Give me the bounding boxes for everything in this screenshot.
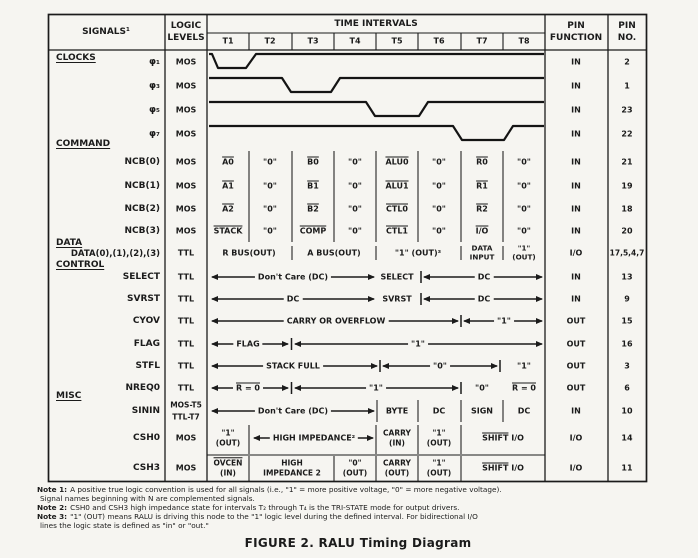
signal-name-csh3: CSH3 [132, 463, 160, 473]
cell-line: "1" [432, 458, 446, 468]
col-header-signals: SIGNALS¹ [82, 27, 130, 37]
cell-line: CARRY [383, 428, 411, 438]
note-line-2 [37, 495, 255, 503]
signal-name-ncb1: NCB(1) [124, 181, 160, 191]
cell-line: (OUT) [342, 468, 368, 477]
group-label-data: DATA [56, 238, 83, 248]
logic-level: TTL [177, 272, 195, 282]
logic-level-line2: TTL-T7 [172, 412, 200, 422]
signal-name-phi7: φ₇ [149, 129, 160, 139]
pin-function: I/O [569, 463, 583, 473]
cell-line: "1" [517, 243, 531, 253]
interval-cell-csh0-shift-io [482, 434, 524, 443]
col-header-t1: T1 [222, 36, 234, 46]
logic-level: MOS [175, 433, 197, 443]
pin-no: 6 [624, 383, 630, 393]
col-header-pin-function-line1: PIN [567, 21, 585, 31]
arrow-label: "0" [430, 362, 450, 371]
cell-text: I/O [508, 463, 524, 473]
logic-level: TTL [177, 316, 195, 326]
logic-level: MOS [175, 463, 197, 473]
pin-no: 14 [621, 433, 633, 443]
interval-cell-data-input [470, 244, 495, 263]
logic-level-line1: MOS-T5 [170, 400, 202, 410]
interval-cell: "0" [432, 204, 446, 214]
cell-line: HIGH [281, 458, 303, 468]
interval-cell: CTL0 [386, 204, 408, 214]
col-header-pin-no-line1: PIN [618, 21, 636, 31]
interval-cell: R2 [476, 204, 488, 214]
signal-name-data-bus: DATA(0),(1),(2),(3) [70, 249, 160, 259]
pin-function: IN [571, 181, 581, 191]
arrow-label-high-impedance: HIGH IMPEDANCE² [270, 434, 358, 443]
interval-cell: B0 [307, 157, 319, 167]
pin-no: 15 [621, 316, 633, 326]
note-text: lines the logic state is defined as "in" or "out." [40, 520, 209, 530]
pin-function: IN [571, 272, 581, 282]
pin-function: I/O [569, 433, 583, 443]
interval-cell: STACK [213, 226, 243, 236]
cell-line: (IN) [220, 468, 236, 477]
cell-line: (OUT) [215, 438, 241, 447]
waveform-phi7 [209, 126, 544, 140]
pin-no: 11 [621, 463, 633, 473]
note-line-4 [37, 513, 478, 521]
logic-level: MOS [175, 57, 197, 67]
arrow-label: Don't Care (DC) [255, 273, 331, 282]
logic-level: TTL [177, 339, 195, 349]
pin-function: IN [571, 204, 581, 214]
signal-name-cyov: CYOV [132, 316, 160, 326]
signal-name-csh0: CSH0 [132, 433, 160, 443]
interval-span-one-out: "1" (OUT)³ [394, 248, 442, 258]
pin-function: OUT [566, 383, 586, 393]
interval-cell-one-out [512, 244, 535, 263]
cell-line: (OUT) [426, 468, 452, 477]
signal-name-stfl: STFL [135, 361, 160, 371]
pin-no: 19 [621, 181, 633, 191]
pin-no: 1 [624, 81, 630, 91]
logic-level: TTL [177, 248, 195, 258]
interval-cell: R0 [476, 157, 488, 167]
interval-cell-csh0-t6 [427, 428, 451, 448]
interval-cell: "0" [263, 157, 277, 167]
col-header-t7: T7 [476, 36, 488, 46]
interval-cell: "0" [432, 157, 446, 167]
signal-name-ncb2: NCB(2) [124, 204, 160, 214]
figure-caption: FIGURE 2. RALU Timing Diagram [244, 536, 472, 550]
interval-cell-csh3-t6 [427, 458, 451, 478]
interval-cell: "0" [263, 226, 277, 236]
interval-cell: "0" [517, 226, 531, 236]
arrow-label: Don't Care (DC) [255, 407, 331, 416]
interval-cell-csh3-t1 [214, 458, 243, 478]
col-header-time-intervals: TIME INTERVALS [334, 19, 418, 29]
interval-cell: COMP [299, 226, 327, 236]
signal-name-phi3: φ₃ [149, 81, 160, 91]
note-text: A positive true logic convention is used for all signals (i.e., "1" = more positive voltage, "0" = more negative voltage). [70, 484, 502, 494]
interval-cell: "0" [263, 181, 277, 191]
cell-line: "1" [432, 428, 446, 438]
cell-line: INPUT [469, 253, 495, 262]
note-text: Signal names beginning with N are complemented signals. [40, 493, 255, 503]
interval-cell-csh0-t5 [383, 428, 411, 448]
interval-cell-csh3-shift-io [482, 464, 524, 473]
note-label: Note 2: [37, 502, 68, 512]
pin-function: IN [571, 105, 581, 115]
interval-cell: "0" [432, 181, 446, 191]
interval-cell: A1 [222, 181, 234, 191]
pin-no: 3 [624, 361, 630, 371]
pin-no: 2 [624, 57, 630, 67]
arrow-label: FLAG [233, 340, 262, 349]
note-line-1 [37, 486, 502, 494]
overlined-text: SHIFT [482, 433, 509, 443]
pin-no: 9 [624, 294, 630, 304]
note-text: "1" (OUT) means RALU is driving this node to the "1" logic level during the defined interval. For bidirectional I/O [70, 511, 478, 521]
signal-name-ncb3: NCB(3) [124, 226, 160, 236]
interval-cell: SIGN [471, 406, 493, 416]
interval-cell-csh3-t5 [383, 458, 411, 478]
pin-no: 21 [621, 157, 633, 167]
pin-function: IN [571, 57, 581, 67]
logic-level: MOS [175, 129, 197, 139]
logic-level: TTL [177, 383, 195, 393]
interval-cell: SVRST [382, 294, 412, 304]
arrow-label: "1" [494, 317, 514, 326]
interval-cell-csh3-t23 [263, 458, 321, 478]
interval-cell: "0" [517, 181, 531, 191]
logic-level: MOS [175, 204, 197, 214]
arrow-label: DC [475, 295, 494, 304]
group-label-misc: MISC [56, 391, 82, 401]
logic-level: MOS [175, 226, 197, 236]
logic-level: MOS [175, 181, 197, 191]
pin-function: OUT [566, 339, 586, 349]
col-header-t6: T6 [433, 36, 445, 46]
interval-cell: B2 [307, 204, 319, 214]
interval-cell: ALU0 [385, 157, 409, 167]
col-header-logic-line2: LEVELS [167, 33, 205, 43]
interval-cell: ALU1 [385, 181, 409, 191]
logic-level: TTL [177, 294, 195, 304]
clock-waveforms [209, 54, 544, 140]
pin-no: 10 [621, 406, 633, 416]
pin-function: IN [571, 129, 581, 139]
overlined-text: SHIFT [482, 463, 509, 473]
interval-span-a-bus: A BUS(OUT) [307, 248, 361, 258]
logic-level: MOS [175, 81, 197, 91]
waveform-phi1 [209, 54, 544, 68]
signal-name-phi5: φ₅ [149, 105, 160, 115]
note-line-5 [37, 522, 209, 530]
note-text: CSH0 and CSH3 high impedance state for intervals T₂ through T₄ is the TRI-STATE mode for output drivers. [70, 502, 460, 512]
signal-name-nreq0: NREQ0 [125, 383, 160, 393]
pin-no: 22 [621, 129, 633, 139]
logic-level: MOS [175, 157, 197, 167]
logic-level: TTL [177, 361, 195, 371]
col-header-pin-no-line2: NO. [617, 33, 637, 43]
signal-name-sinin: SININ [131, 406, 160, 416]
col-header-t3: T3 [307, 36, 319, 46]
col-header-logic-line1: LOGIC [170, 21, 202, 31]
group-label-command: COMMAND [56, 139, 111, 149]
interval-cell: "0" [432, 226, 446, 236]
arrow-label: STACK FULL [263, 362, 323, 371]
pin-no: 23 [621, 105, 633, 115]
interval-cell: "1" [517, 361, 531, 371]
interval-cell: CTL1 [386, 226, 408, 236]
cell-line: (OUT) [426, 438, 452, 447]
signal-name-select: SELECT [122, 272, 160, 282]
signal-name-phi1: φ₁ [149, 57, 160, 67]
cell-line: "0" [348, 458, 362, 468]
interval-cell: I/O [475, 226, 489, 236]
cell-line: CARRY [383, 458, 411, 468]
note-label: Note 1: [37, 484, 68, 494]
interval-cell-csh0-t1 [216, 428, 240, 448]
interval-cell: R1 [476, 181, 488, 191]
interval-cell: DC [432, 406, 446, 416]
interval-cell: A2 [222, 204, 234, 214]
col-header-t8: T8 [518, 36, 530, 46]
cell-line: IMPEDANCE 2 [263, 468, 321, 477]
interval-cell: BYTE [385, 406, 409, 416]
col-header-t4: T4 [349, 36, 361, 46]
interval-cell: "0" [348, 226, 362, 236]
arrow-label: "1" [366, 384, 386, 393]
interval-cell: SELECT [380, 272, 414, 282]
interval-cell: B1 [307, 181, 319, 191]
pin-no: 18 [621, 204, 633, 214]
pin-no: 16 [621, 339, 633, 349]
group-label-control: CONTROL [56, 260, 105, 270]
interval-cell: "0" [517, 157, 531, 167]
group-label-clocks: CLOCKS [56, 53, 96, 63]
pin-function: IN [571, 406, 581, 416]
cell-line: "1" [221, 428, 235, 438]
note-label: Note 3: [37, 511, 68, 521]
interval-cell: R = 0 [512, 383, 536, 393]
interval-cell-csh3-t4 [343, 458, 367, 478]
pin-no: 20 [621, 226, 633, 236]
interval-cell: "0" [475, 383, 489, 393]
interval-cell: "0" [517, 204, 531, 214]
arrow-label: "1" [408, 340, 428, 349]
cell-line: (IN) [389, 438, 405, 447]
pin-function: OUT [566, 316, 586, 326]
signal-name-ncb0: NCB(0) [124, 157, 160, 167]
cell-line: (OUT) [512, 253, 536, 262]
pin-function: IN [571, 157, 581, 167]
interval-cell: "0" [348, 204, 362, 214]
arrow-label: DC [284, 295, 303, 304]
arrow-label: CARRY OR OVERFLOW [284, 317, 389, 326]
col-header-pin-function-line2: FUNCTION [549, 33, 603, 43]
pin-no: 17,5,4,7 [609, 248, 645, 258]
waveform-phi3 [209, 78, 544, 92]
interval-cell: "0" [348, 181, 362, 191]
pin-function: IN [571, 294, 581, 304]
arrow-label: DC [475, 273, 494, 282]
pin-no: 13 [621, 272, 633, 282]
overlined-text: OVCEN [213, 458, 243, 468]
cell-line: (OUT) [384, 468, 410, 477]
interval-span-r-bus: R BUS(OUT) [222, 248, 276, 258]
pin-function: OUT [566, 361, 586, 371]
logic-level: MOS [175, 105, 197, 115]
pin-function: IN [571, 226, 581, 236]
cell-text: I/O [508, 433, 524, 443]
arrow-label: R = 0 [233, 384, 263, 393]
col-header-t2: T2 [264, 36, 276, 46]
cell-line: DATA [471, 243, 493, 253]
interval-cell: A0 [222, 157, 234, 167]
signal-name-svrst: SVRST [127, 294, 160, 304]
signal-name-flag: FLAG [133, 339, 160, 349]
pin-function: IN [571, 81, 581, 91]
interval-cell: "0" [263, 204, 277, 214]
note-line-3 [37, 504, 459, 512]
col-header-t5: T5 [391, 36, 403, 46]
waveform-phi5 [209, 102, 544, 116]
pin-function: I/O [569, 248, 583, 258]
interval-cell: "0" [348, 157, 362, 167]
interval-cell: DC [517, 406, 531, 416]
